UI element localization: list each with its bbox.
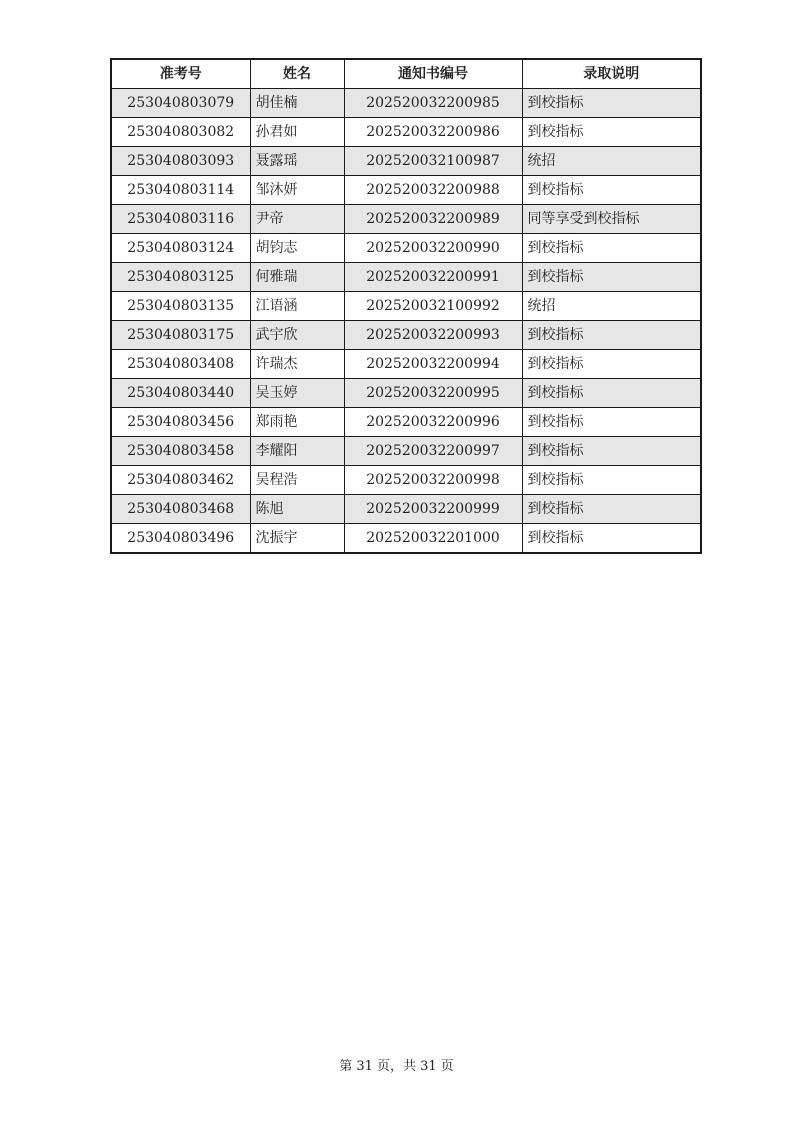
cell-admission-note: 到校指标: [522, 176, 701, 205]
table-row: [111, 379, 701, 408]
cell-admission-note: 到校指标: [522, 89, 701, 118]
cell-name: 何雅瑞: [250, 263, 344, 292]
cell-name: 陈旭: [250, 495, 344, 524]
cell-name: 许瑞杰: [250, 350, 344, 379]
cell-admission-note: 到校指标: [522, 234, 701, 263]
cell-admission-note: 同等享受到校指标: [522, 205, 701, 234]
cell-notice-number: 202520032100987: [344, 147, 522, 176]
header-exam-id: 准考号: [111, 59, 250, 89]
cell-admission-note: 统招: [522, 147, 701, 176]
cell-exam-id: 253040803079: [111, 89, 250, 118]
cell-admission-note: 到校指标: [522, 408, 701, 437]
cell-name: 武宇欣: [250, 321, 344, 350]
cell-name: 吴玉婷: [250, 379, 344, 408]
admission-table: [110, 58, 702, 554]
header-row: [111, 59, 701, 89]
cell-name: 江语涵: [250, 292, 344, 321]
table-row: [111, 118, 701, 147]
cell-admission-note: 到校指标: [522, 118, 701, 147]
table-row: [111, 524, 701, 554]
table-row: [111, 408, 701, 437]
cell-admission-note: 到校指标: [522, 437, 701, 466]
table-row: [111, 205, 701, 234]
cell-exam-id: 253040803114: [111, 176, 250, 205]
cell-notice-number: 202520032200985: [344, 89, 522, 118]
cell-admission-note: 到校指标: [522, 321, 701, 350]
cell-admission-note: 到校指标: [522, 524, 701, 554]
table-row: [111, 466, 701, 495]
cell-notice-number: 202520032200989: [344, 205, 522, 234]
cell-name: 吴程浩: [250, 466, 344, 495]
cell-exam-id: 253040803456: [111, 408, 250, 437]
table-row: [111, 292, 701, 321]
table-row: [111, 350, 701, 379]
header-admission-note: 录取说明: [522, 59, 701, 89]
cell-name: 胡钧志: [250, 234, 344, 263]
cell-exam-id: 253040803135: [111, 292, 250, 321]
cell-notice-number: 202520032201000: [344, 524, 522, 554]
cell-admission-note: 统招: [522, 292, 701, 321]
cell-notice-number: 202520032200996: [344, 408, 522, 437]
table-body: [111, 89, 701, 554]
header-notice-number: 通知书编号: [344, 59, 522, 89]
cell-name: 沈振宇: [250, 524, 344, 554]
cell-name: 郑雨艳: [250, 408, 344, 437]
table-row: [111, 321, 701, 350]
cell-exam-id: 253040803468: [111, 495, 250, 524]
cell-exam-id: 253040803408: [111, 350, 250, 379]
cell-admission-note: 到校指标: [522, 466, 701, 495]
cell-notice-number: 202520032200993: [344, 321, 522, 350]
cell-admission-note: 到校指标: [522, 379, 701, 408]
cell-exam-id: 253040803458: [111, 437, 250, 466]
cell-admission-note: 到校指标: [522, 350, 701, 379]
table-row: [111, 263, 701, 292]
table-row: [111, 437, 701, 466]
cell-exam-id: 253040803462: [111, 466, 250, 495]
cell-admission-note: 到校指标: [522, 495, 701, 524]
cell-notice-number: 202520032200997: [344, 437, 522, 466]
table-row: [111, 176, 701, 205]
cell-exam-id: 253040803125: [111, 263, 250, 292]
page-footer: 第 31 页，共 31 页: [339, 1059, 454, 1074]
cell-notice-number: 202520032200999: [344, 495, 522, 524]
cell-admission-note: 到校指标: [522, 263, 701, 292]
cell-notice-number: 202520032200988: [344, 176, 522, 205]
cell-name: 邹沐妍: [250, 176, 344, 205]
cell-name: 尹帝: [250, 205, 344, 234]
cell-exam-id: 253040803496: [111, 524, 250, 554]
cell-exam-id: 253040803093: [111, 147, 250, 176]
cell-notice-number: 202520032200994: [344, 350, 522, 379]
cell-notice-number: 202520032200990: [344, 234, 522, 263]
cell-name: 李耀阳: [250, 437, 344, 466]
table-row: [111, 147, 701, 176]
cell-exam-id: 253040803116: [111, 205, 250, 234]
table-row: [111, 89, 701, 118]
cell-exam-id: 253040803440: [111, 379, 250, 408]
cell-notice-number: 202520032200995: [344, 379, 522, 408]
table-header: [111, 59, 701, 89]
cell-notice-number: 202520032200998: [344, 466, 522, 495]
cell-name: 聂露瑶: [250, 147, 344, 176]
cell-notice-number: 202520032200991: [344, 263, 522, 292]
cell-notice-number: 202520032200986: [344, 118, 522, 147]
cell-notice-number: 202520032100992: [344, 292, 522, 321]
cell-name: 孙君如: [250, 118, 344, 147]
table-row: [111, 234, 701, 263]
header-name: 姓名: [250, 59, 344, 89]
cell-exam-id: 253040803082: [111, 118, 250, 147]
cell-exam-id: 253040803175: [111, 321, 250, 350]
cell-name: 胡佳楠: [250, 89, 344, 118]
table-row: [111, 495, 701, 524]
cell-exam-id: 253040803124: [111, 234, 250, 263]
